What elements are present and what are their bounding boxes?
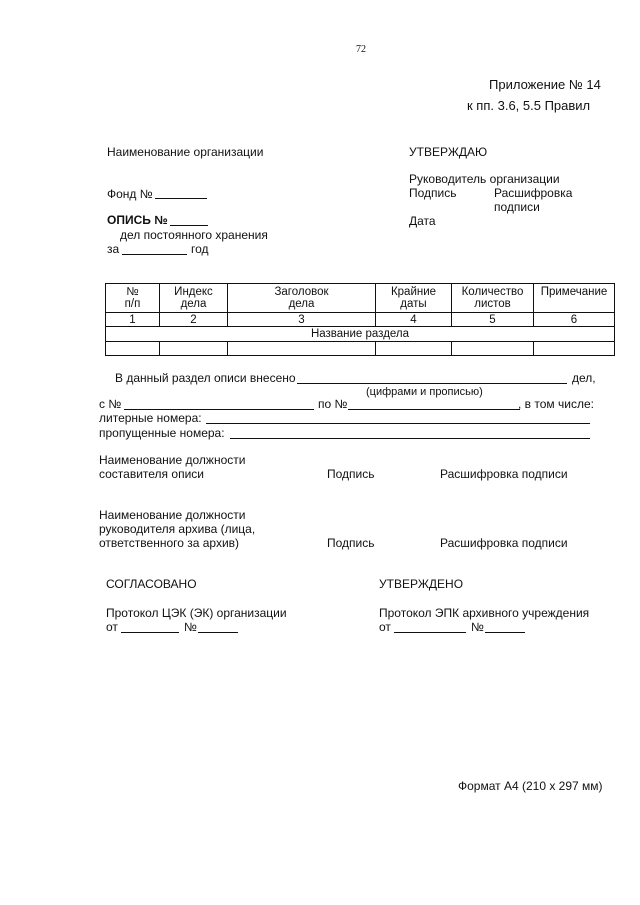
decode-label-1: Расшифровка: [494, 186, 573, 200]
to-number-label: по №: [318, 397, 348, 411]
empty-cell: [160, 342, 228, 356]
inventory-table: [105, 283, 615, 356]
cases-label: дел,: [572, 371, 596, 385]
compiler-decode: Расшифровка подписи: [440, 467, 568, 481]
letter-numbers-label: литерные номера:: [99, 411, 202, 425]
section-row: [106, 327, 615, 342]
missing-numbers-label: пропущенные номера:: [99, 426, 225, 440]
compiler-position-2: составителя описи: [99, 467, 204, 481]
header-cell: Примечание: [534, 284, 615, 313]
archive-position-2: руководителя архива (лица,: [99, 522, 256, 536]
from-number-label: с №: [99, 397, 122, 411]
date-label: Дата: [409, 214, 436, 228]
header-cell: Крайние даты: [376, 284, 452, 313]
archive-position-3: ответственного за архив): [99, 536, 240, 550]
empty-cell: [106, 342, 160, 356]
header-cell: Индекс дела: [160, 284, 228, 313]
table-number-row: [106, 313, 615, 327]
page-number: 72: [356, 44, 366, 55]
za-label: за: [107, 242, 120, 256]
approved-protocol: Протокол ЭПК архивного учреждения: [379, 606, 590, 620]
decode-label-2: подписи: [494, 200, 540, 214]
agreed-no-label: №: [184, 620, 197, 634]
head-org-label: Руководитель организации: [409, 172, 560, 186]
perm-storage-label: дел постоянного хранения: [120, 228, 268, 242]
header-cell: № п/п: [106, 284, 160, 313]
opis-label: ОПИСЬ №: [107, 213, 168, 227]
number-cell: 4: [376, 313, 452, 327]
to-number-line: [348, 409, 520, 410]
missing-numbers-line: [230, 438, 590, 439]
agreed-date-line: [121, 632, 179, 633]
empty-cell: [228, 342, 376, 356]
approved-date-line: [394, 632, 466, 633]
digits-words-hint: (цифрами и прописью): [366, 386, 483, 398]
archive-signature: Подпись: [327, 536, 375, 550]
empty-cell: [376, 342, 452, 356]
table-header-row: [106, 284, 615, 313]
number-cell: 2: [160, 313, 228, 327]
fund-line: [155, 198, 207, 199]
appendix-title: Приложение № 14: [489, 77, 601, 92]
included-line: [297, 383, 567, 384]
org-name-label: Наименование организации: [107, 145, 264, 159]
agreed-from-label: от: [106, 620, 118, 634]
archive-position-1: Наименование должности: [99, 508, 246, 522]
empty-cell: [452, 342, 534, 356]
archive-decode: Расшифровка подписи: [440, 536, 568, 550]
header-cell: Заголовок дела: [228, 284, 376, 313]
approved-number-line: [485, 632, 525, 633]
approved-no-label: №: [471, 620, 484, 634]
included-label: В данный раздел описи внесено: [115, 371, 296, 385]
approved-title: УТВЕРЖДЕНО: [379, 577, 464, 591]
year-line: [122, 254, 187, 255]
number-cell: 1: [106, 313, 160, 327]
approved-from-label: от: [379, 620, 391, 634]
from-number-line: [124, 409, 314, 410]
appendix-ref: к пп. 3.6, 5.5 Правил: [467, 98, 591, 113]
compiler-position-1: Наименование должности: [99, 453, 246, 467]
including-label: , в том числе:: [518, 397, 594, 411]
approve-title: УТВЕРЖДАЮ: [409, 145, 488, 159]
year-label: год: [191, 242, 209, 256]
fund-label: Фонд №: [107, 187, 153, 201]
header-cell: Количество листов: [452, 284, 534, 313]
agreed-protocol: Протокол ЦЭК (ЭК) организации: [106, 606, 287, 620]
signature-label: Подпись: [409, 186, 457, 200]
section-name-cell: Название раздела: [106, 327, 615, 342]
format-note: Формат А4 (210 х 297 мм): [458, 779, 603, 793]
compiler-signature: Подпись: [327, 467, 375, 481]
number-cell: 6: [534, 313, 615, 327]
agreed-title: СОГЛАСОВАНО: [106, 577, 197, 591]
empty-cell: [534, 342, 615, 356]
opis-line: [170, 225, 208, 226]
number-cell: 3: [228, 313, 376, 327]
letter-numbers-line: [206, 423, 590, 424]
number-cell: 5: [452, 313, 534, 327]
empty-row: [106, 342, 615, 356]
agreed-number-line: [198, 632, 238, 633]
